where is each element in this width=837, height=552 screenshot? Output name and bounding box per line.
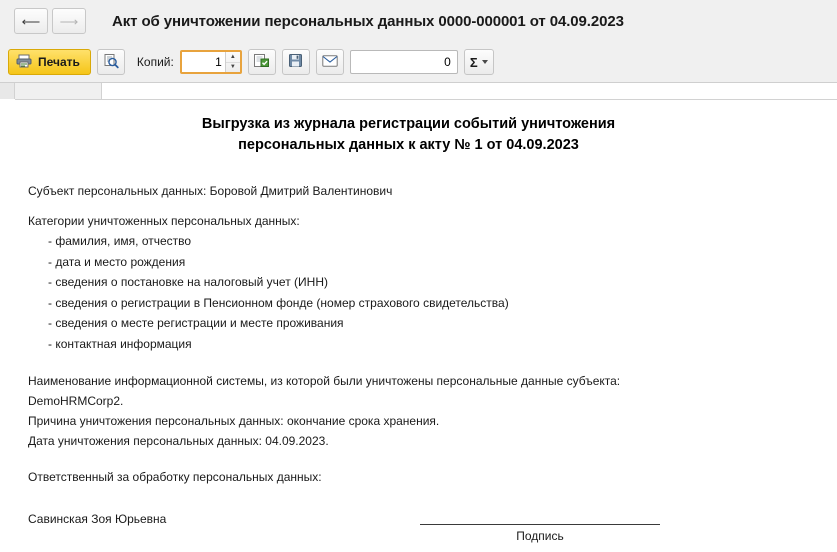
spacer xyxy=(20,452,817,468)
document-heading-line2: персональных данных к акту № 1 от 04.09.2023 xyxy=(238,137,579,154)
sum-button[interactable] xyxy=(464,49,494,75)
envelope-icon xyxy=(322,55,338,70)
spreadsheet-column-header[interactable] xyxy=(0,83,837,100)
chevron-down-icon[interactable] xyxy=(482,60,488,64)
date-line: Дата уничтожения персональных данных: 04.09.2023. xyxy=(28,433,329,448)
column-header-rest xyxy=(102,83,837,99)
page-setup-icon xyxy=(253,53,270,71)
back-button[interactable] xyxy=(14,8,48,34)
print-preview-icon xyxy=(103,53,119,72)
print-button-label: Печать xyxy=(38,55,80,69)
column-header-cell[interactable] xyxy=(15,83,102,99)
spacer xyxy=(20,356,817,372)
responsible-name: Савинская Зоя Юрьевна xyxy=(28,511,167,526)
document-viewer[interactable] xyxy=(0,83,837,543)
save-button[interactable] xyxy=(282,49,310,75)
total-field[interactable] xyxy=(350,50,458,74)
categories-header: Категории уничтоженных персональных данных: xyxy=(28,214,300,229)
reason-line: Причина уничтожения персональных данных: окончание срока хранения. xyxy=(28,413,440,428)
send-mail-button[interactable] xyxy=(316,49,344,75)
print-button[interactable] xyxy=(8,49,91,75)
list-item: - фамилия, имя, отчество xyxy=(48,234,192,249)
list-item: - сведения о месте регистрации и месте проживания xyxy=(48,316,344,331)
list-item: - сведения о регистрации в Пенсионном фонде (номер страхового свидетельства) xyxy=(48,295,509,310)
list-item: - контактная информация xyxy=(48,337,192,351)
spin-down-icon[interactable]: ▼ xyxy=(229,64,236,71)
subject-line: Субъект персональных данных: Боровой Дмитрий Валентинович xyxy=(28,184,393,199)
system-line-2: DemoHRMCorp2. xyxy=(28,393,124,408)
document-heading xyxy=(30,114,787,156)
copies-input[interactable] xyxy=(182,52,225,72)
signature-caption: Подпись xyxy=(516,528,564,543)
copies-stepper[interactable] xyxy=(180,50,242,74)
document-heading-line1: Выгрузка из журнала регистрации событий уничтожения xyxy=(201,116,616,132)
page-title: Акт об уничтожении персональных данных 0000-000001 от 04.09.2023 xyxy=(112,12,624,30)
arrow-left-icon: ⟵ xyxy=(21,13,41,29)
responsible-line: Ответственный за обработку персональных данных: xyxy=(28,469,322,484)
forward-button[interactable] xyxy=(52,8,86,34)
toolbar xyxy=(0,42,837,83)
select-all-corner[interactable] xyxy=(0,83,15,99)
signature-line xyxy=(420,524,660,525)
signature-block xyxy=(28,512,817,552)
list-item: - дата и место рождения xyxy=(48,254,186,269)
list-item: - сведения о постановке на налоговый учет (ИНН) xyxy=(48,275,328,290)
arrow-right-icon: ⟶ xyxy=(59,13,79,29)
page-setup-button[interactable] xyxy=(248,49,276,75)
system-line-1: Наименование информационной системы, из которой были уничтожены персональные данные субъекта: xyxy=(28,373,621,388)
sum-icon: Σ xyxy=(469,54,478,70)
copies-spin-arrows[interactable] xyxy=(225,52,240,72)
copies-label: Копий: xyxy=(136,55,174,69)
spreadsheet-row-gutter[interactable] xyxy=(0,99,15,531)
total-value: 0 xyxy=(444,55,451,69)
print-preview-button[interactable] xyxy=(97,49,125,75)
spin-up-icon[interactable]: ▲ xyxy=(226,52,240,63)
title-bar xyxy=(0,0,837,42)
printer-icon xyxy=(16,54,32,71)
document-content xyxy=(14,100,837,543)
save-icon xyxy=(288,53,303,71)
